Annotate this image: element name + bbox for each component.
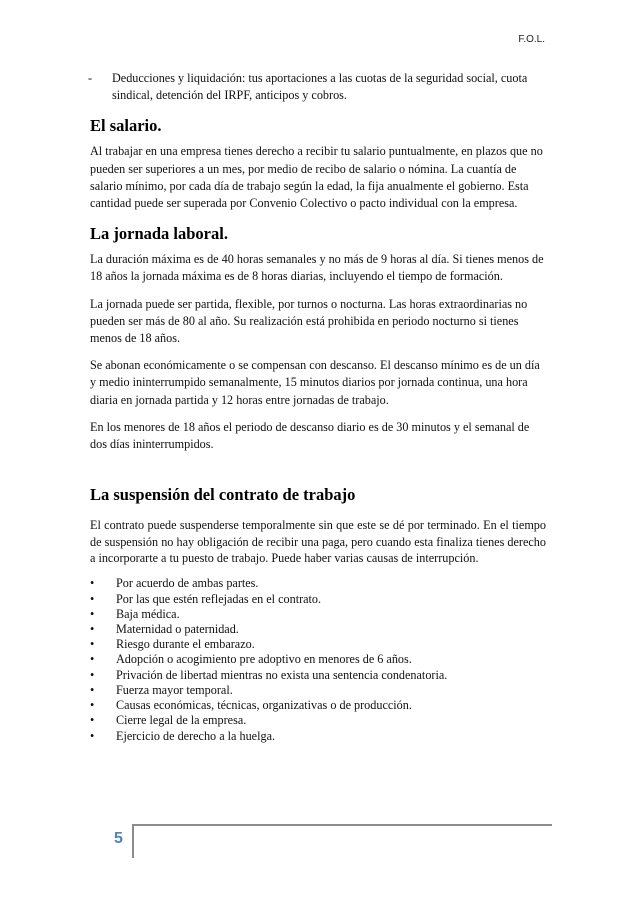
bullet-marker: • — [90, 667, 95, 682]
list-item — [90, 576, 546, 591]
bullet-marker: • — [90, 698, 95, 713]
list-item-text: Causas económicas, técnicas, organizativas o de producción. — [116, 698, 412, 713]
bullet-marker: • — [90, 652, 95, 667]
bullet-marker: • — [90, 713, 95, 728]
list-item — [90, 713, 546, 728]
list-item — [90, 652, 546, 667]
list-item-text: Cierre legal de la empresa. — [116, 713, 247, 728]
jornada-heading: La jornada laboral. — [90, 224, 228, 244]
bullet-marker: • — [90, 682, 95, 697]
suspension-heading: La suspensión del contrato de trabajo — [90, 485, 356, 505]
list-item — [90, 592, 546, 607]
salario-paragraph: Al trabajar en una empresa tienes derecho a recibir tu salario puntualmente, en plazos que no pueden ser superiores a un mes, por medio de recibo de salario o nómina. La cuantía de salario mínimo, por cada día de trabajo según la edad, la fija anualmente el gobierno. Esta cantidad puede ser superada por Convenio Colectivo o pacto individual con la empresa. — [90, 144, 543, 211]
section-spacer — [90, 463, 546, 485]
bullet-marker: • — [90, 576, 95, 591]
list-item — [90, 729, 546, 744]
bullet-marker: • — [90, 606, 95, 621]
list-item-text: Privación de libertad mientras no exista una sentencia condenatoria. — [116, 667, 448, 682]
dash-marker: - — [88, 71, 93, 85]
footer-divider — [133, 824, 552, 826]
jornada-paragraph: Se abonan económicamente o se compensan con descanso. El descanso mínimo es de un día y medio ininterrumpido semanalmente, 15 minutos diarios por jornada continua, una hora diaria en jornada partida y 12 horas entre jornadas de trabajo. — [90, 358, 540, 407]
list-item-text: Ejercicio de derecho a la huelga. — [116, 728, 276, 743]
page-header: F.O.L. — [518, 34, 545, 45]
jornada-paragraph: La duración máxima es de 40 horas semanales y no más de 9 horas al día. Si tienes menos de 18 años la jornada máxima es de 8 horas diarias, incluyendo el tiempo de formación. — [90, 252, 544, 284]
list-item-text: Maternidad o paternidad. — [116, 622, 239, 637]
suspension-causes-list — [90, 576, 546, 743]
intro-list-item — [88, 70, 546, 104]
list-item — [90, 622, 546, 637]
list-item — [90, 668, 546, 683]
list-item-text: Por acuerdo de ambas partes. — [116, 576, 259, 591]
salario-heading: El salario. — [90, 116, 162, 136]
bullet-marker: • — [90, 622, 95, 637]
jornada-paragraph: En los menores de 18 años el periodo de descanso diario es de 30 minutos y el semanal de dos días ininterrumpidos. — [90, 419, 530, 452]
list-item-text: Baja médica. — [116, 606, 180, 621]
list-item-text: Riesgo durante el embarazo. — [116, 637, 255, 652]
list-item — [90, 607, 546, 622]
page-number: 5 — [114, 830, 123, 847]
footer-vertical-divider — [132, 824, 134, 858]
bullet-marker: • — [90, 728, 95, 743]
list-item-text: Adopción o acogimiento pre adoptivo en menores de 6 años. — [116, 652, 412, 667]
list-item-text: Fuerza mayor temporal. — [116, 682, 233, 697]
list-item — [90, 698, 546, 713]
jornada-paragraph: La jornada puede ser partida, flexible, por turnos o nocturna. Las horas extraordinarias no pueden ser más de 80 al año. Su realización está prohibida en periodo nocturno si tienes menos de 18 años. — [90, 296, 528, 346]
suspension-paragraph: El contrato puede suspenderse temporalmente sin que este se dé por terminado. En el tiempo de suspensión no hay obligación de recibir una paga, pero cuando esta finaliza tienes derecho a incorporarte a tu puesto de trabajo. Puede haber varias causas de interrupción. — [90, 518, 546, 566]
page-content — [90, 70, 546, 744]
list-item — [90, 683, 546, 698]
bullet-marker: • — [90, 591, 95, 606]
list-item-text: Por las que estén reflejadas en el contrato. — [116, 591, 322, 606]
intro-list-text: Deducciones y liquidación: tus aportaciones a las cuotas de la seguridad social, cuota sindical, detención del IRPF, anticipos y cobros. — [112, 71, 528, 103]
list-item — [90, 637, 546, 652]
bullet-marker: • — [90, 637, 95, 652]
